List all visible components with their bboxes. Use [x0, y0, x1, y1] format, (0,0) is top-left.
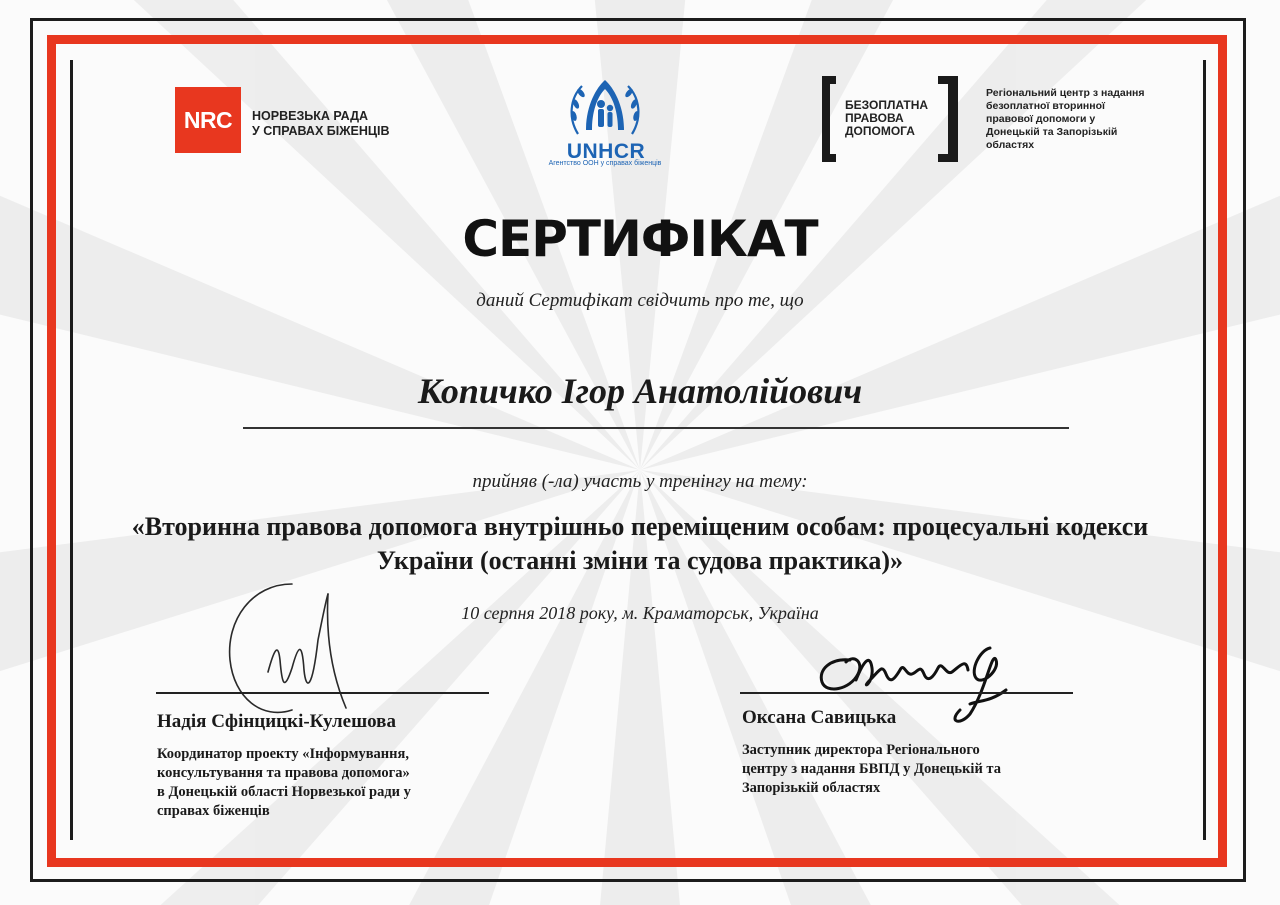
certificate-title: СЕРТИФІКАТ	[462, 210, 818, 268]
recipient-name: Копичко Ігор Анатолійович	[417, 371, 863, 411]
left-signer-name: Надія Сфінцицкі-Кулешова	[157, 711, 396, 732]
event-date-place: 10 серпня 2018 року, м. Краматорськ, Україна	[461, 603, 819, 623]
nrc-name: НОРВЕЗЬКА РАДА У СПРАВАХ БІЖЕНЦІВ	[252, 109, 390, 138]
right-signature-line	[740, 692, 1073, 694]
left-signature-line	[156, 692, 489, 694]
bpd-logo-text: БЕЗОПЛАТНА ПРАВОВА ДОПОМОГА	[845, 98, 929, 138]
unhcr-wordmark: UNHCR	[566, 140, 646, 163]
left-signer-role: Координатор проекту «Інформування, консультування та правова допомога» в Донецькій області Норвезької ради у справах біженців	[157, 746, 411, 819]
training-topic: «Вторинна правова допомога внутрішньо переміщеним особам: процесуальні кодекси України (останні зміни та судова практика)»	[131, 512, 1149, 575]
bpd-description: Регіональний центр з надання безоплатної вторинної правової допомоги у Донецькій та Запорізькій областях	[986, 87, 1145, 151]
certificate-lead: даний Сертифікат свідчить про те, що	[476, 290, 804, 311]
right-signer-name: Оксана Савицька	[742, 707, 897, 728]
unhcr-subtitle: Агентство ООН у справах біженців	[548, 160, 662, 167]
participation-text: прийняв (-ла) участь у тренінгу на тему:	[472, 471, 808, 492]
nrc-logo: NRC	[175, 87, 241, 153]
recipient-underline	[243, 427, 1069, 429]
unhcr-emblem-icon	[566, 76, 644, 144]
left-signature-icon	[222, 580, 372, 730]
right-signer-role: Заступник директора Регіонального центру з надання БВПД у Донецькій та Запорізькій областях	[742, 742, 1001, 796]
